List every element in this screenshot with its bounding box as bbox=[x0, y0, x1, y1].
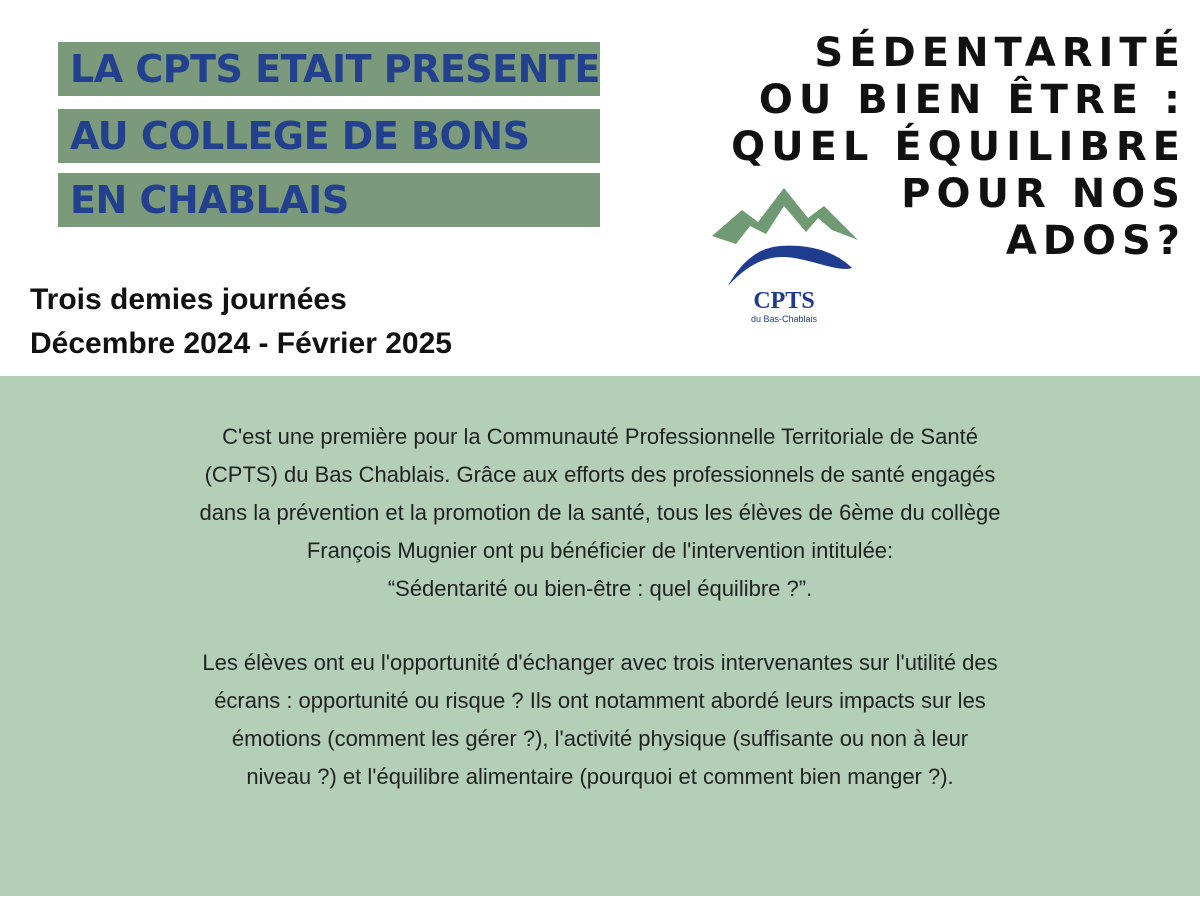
dates-line-1: Trois demies journées bbox=[30, 283, 347, 316]
cpts-logo bbox=[710, 188, 860, 328]
logo-subtitle: du Bas-Chablais bbox=[750, 314, 818, 324]
title-banner-line-2: AU COLLEGE DE BONS bbox=[58, 109, 600, 163]
headline-line: OU BIEN ÊTRE : bbox=[758, 77, 1186, 123]
paragraph-1-line: François Mugnier ont pu bénéficier de l'intervention intitulée: bbox=[306, 538, 894, 563]
headline-line: QUEL ÉQUILIBRE bbox=[731, 124, 1186, 170]
paragraph-2-line: émotions (comment les gérer ?), l'activité physique (suffisante ou non à leur bbox=[231, 726, 969, 751]
mountain-icon bbox=[712, 188, 858, 244]
paragraph-2-line: Les élèves ont eu l'opportunité d'échanger avec trois intervenantes sur l'utilité des bbox=[202, 650, 998, 675]
title-banner-line-1: LA CPTS ETAIT PRESENTE bbox=[58, 42, 600, 96]
paragraph-gap bbox=[40, 608, 1160, 644]
headline-line: POUR NOS bbox=[901, 171, 1186, 217]
description-text bbox=[40, 418, 1160, 796]
paragraph-1-line: C'est une première pour la Communauté Professionnelle Territoriale de Santé bbox=[222, 424, 978, 449]
headline-line: SÉDENTARITÉ bbox=[814, 30, 1186, 76]
paragraph-1-line: (CPTS) du Bas Chablais. Grâce aux efforts des professionnels de santé engagés bbox=[204, 462, 996, 487]
lake-icon bbox=[728, 246, 852, 286]
dates-line-2: Décembre 2024 - Février 2025 bbox=[30, 327, 452, 360]
paragraph-2-line: écrans : opportunité ou risque ? Ils ont notamment abordé leurs impacts sur les bbox=[214, 688, 986, 713]
event-dates bbox=[30, 278, 452, 366]
headline-line: ADOS? bbox=[1005, 218, 1186, 264]
paragraph-2-line: niveau ?) et l'équilibre alimentaire (pourquoi et comment bien manger ?). bbox=[246, 764, 954, 789]
paragraph-1-line: “Sédentarité ou bien-être : quel équilibre ?”. bbox=[387, 576, 813, 601]
title-banner-line-3: EN CHABLAIS bbox=[58, 173, 600, 227]
paragraph-1-line: dans la prévention et la promotion de la santé, tous les élèves de 6ème du collège bbox=[199, 500, 1001, 525]
logo-name: CPTS bbox=[753, 288, 815, 314]
